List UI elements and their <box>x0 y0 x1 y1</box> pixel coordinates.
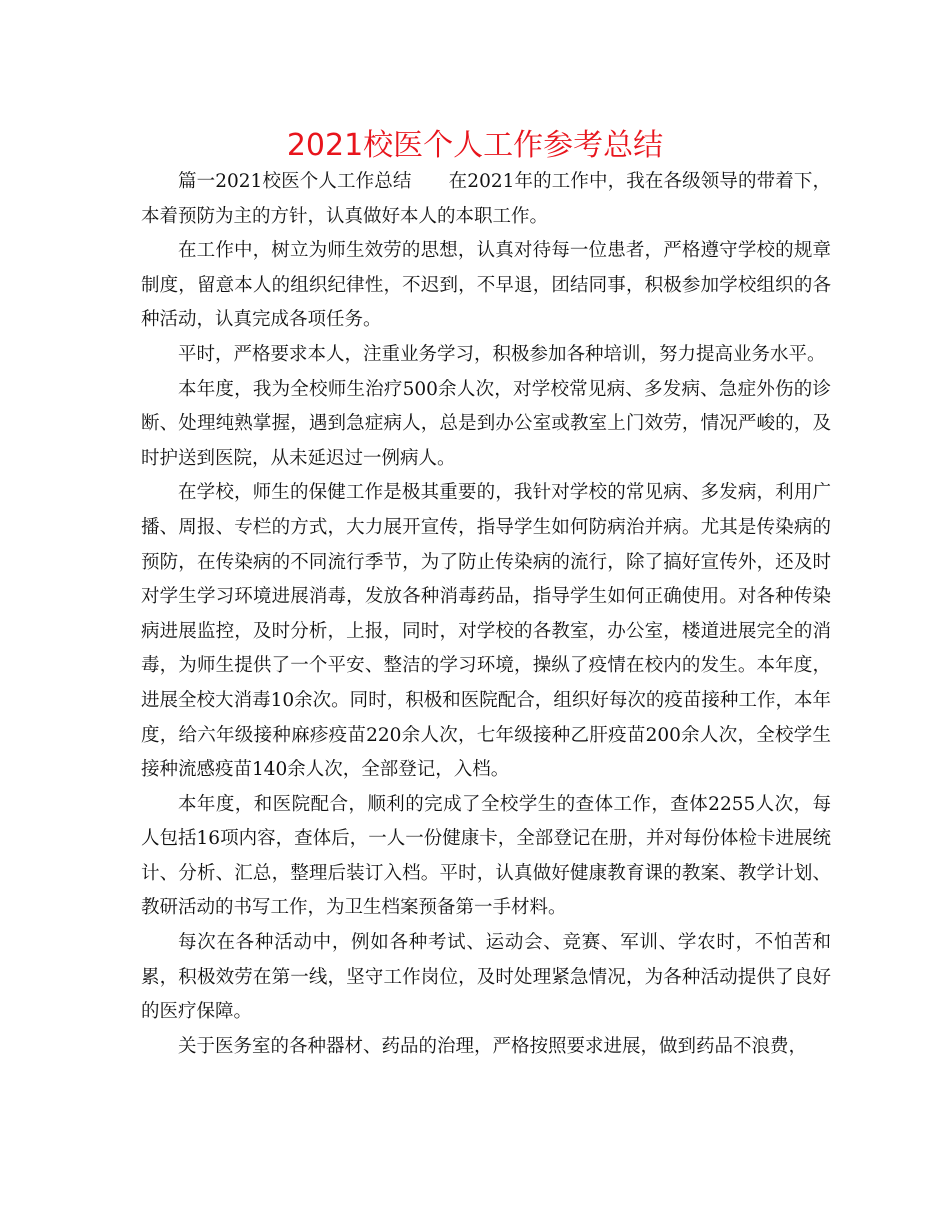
paragraph-1: 篇一2021校医个人工作总结 在2021年的工作中，我在各级领导的带着下，本着预防为主的方针，认真做好本人的本职工作。 <box>141 171 831 227</box>
document-title: 2021校医个人工作参考总结 <box>286 128 664 163</box>
paragraph-4: 本年度，我为全校师生治疗500余人次，对学校常见病、多发病、急症外伤的诊断、处理纯熟掌握，遇到急症病人，总是到办公室或教室上门效劳，情况严峻的，及时护送到医院，从未延迟过一例病人。 <box>141 378 831 469</box>
paragraph-3: 平时，严格要求本人，注重业务学习，积极参加各种培训，努力提高业务水平。 <box>178 343 826 365</box>
paragraph-2: 在工作中，树立为师生效劳的思想，认真对待每一位患者，严格遵守学校的规章制度，留意本人的组织纪律性，不迟到，不早退，团结同事，积极参加学校组织的各种活动，认真完成各项任务。 <box>141 240 831 331</box>
paragraph-6: 本年度，和医院配合，顺利的完成了全校学生的查体工作，查体2255人次，每人包括16项内容，查体后，一人一份健康卡，全部登记在册，并对每份体检卡进展统计、分析、汇总，整理后装订入档。平时，认真做好健康教育课的教案、教学计划、教研活动的书写工作，为卫生档案预备第一手材料。 <box>141 793 831 919</box>
paragraph-8: 关于医务室的各种器材、药品的治理，严格按照要求进展，做到药品不浪费， <box>178 1035 808 1057</box>
document-body <box>141 165 831 1064</box>
paragraph-7: 每次在各种活动中，例如各种考试、运动会、竞赛、军训、学农时，不怕苦和累，积极效劳在第一线，坚守工作岗位，及时处理紧急情况，为各种活动提供了良好的医疗保障。 <box>141 932 831 1023</box>
paragraph-5: 在学校，师生的保健工作是极其重要的，我针对学校的常见病、多发病，利用广播、周报、专栏的方式，大力展开宣传，指导学生如何防病治并病。尤其是传染病的预防，在传染病的不同流行季节，为了防止传染病的流行，除了搞好宣传外，还及时对学生学习环境进展消毒，发放各种消毒药品，指导学生如何正确使用。对各种传染病进展监控，及时分析，上报，同时，对学校的各教室，办公室，楼道进展完全的消毒，为师生提供了一个平安、整洁的学习环境，操纵了疫情在校内的发生。本年度，进展全校大消毒10余次。同时，积极和医院配合，组织好每次的疫苗接种工作，本年度，给六年级接种麻疹疫苗220余人次，七年级接种乙肝疫苗200余人次，全校学生接种流感疫苗140余人次，全部登记，入档。 <box>141 482 831 781</box>
